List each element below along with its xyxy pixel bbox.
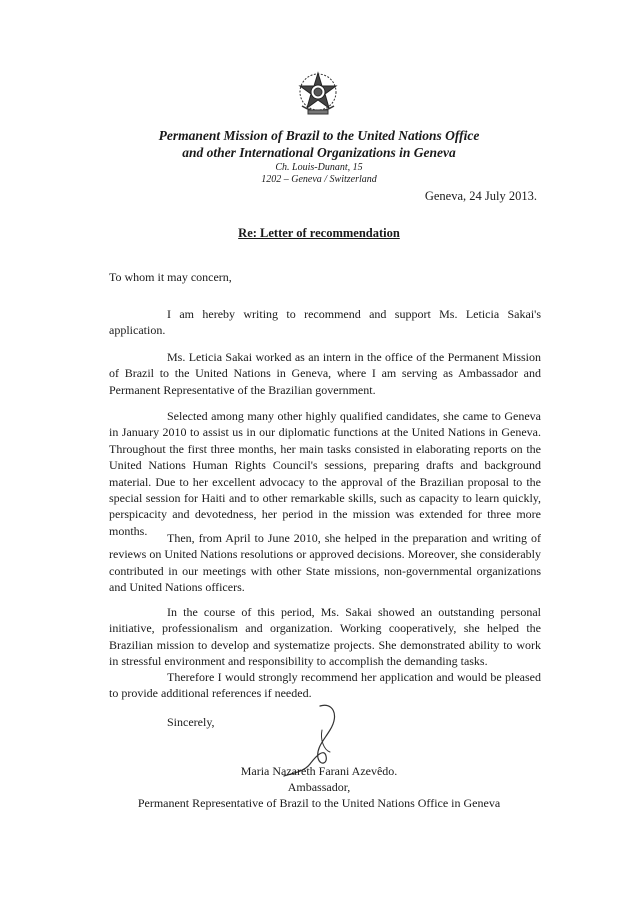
paragraph-6-text: Therefore I would strongly recommend her application and would be pleased to provide additional references if needed. xyxy=(109,670,541,701)
signatory-title: Ambassador, xyxy=(287,780,351,794)
address-line2: 1202 – Geneva / Switzerland xyxy=(261,174,377,185)
paragraph-6 xyxy=(109,669,541,702)
paragraph-4-text: Then, from April to June 2010, she helped in the preparation and writing of reviews on United Nations resolutions or approved decisions. Moreover, she considerably contributed in our meetings with other State missions, non-governmental organizations and United Nations officers. xyxy=(109,531,541,595)
paragraph-1-text: I am hereby writing to recommend and support Ms. Leticia Sakai's application. xyxy=(109,307,541,338)
letter-subject: Re: Letter of recommendation xyxy=(238,226,400,240)
paragraph-1 xyxy=(109,306,541,339)
closing: Sincerely, xyxy=(167,715,215,729)
signatory-name: Maria Nazareth Farani Azevêdo. xyxy=(240,764,398,778)
mission-name-line2: and other International Organizations in Geneva xyxy=(182,145,456,160)
paragraph-5 xyxy=(109,604,541,670)
coat-of-arms-seal xyxy=(294,70,342,118)
paragraph-3 xyxy=(109,408,541,539)
letter-date: Geneva, 24 July 2013. xyxy=(424,189,537,203)
paragraph-5-text: In the course of this period, Ms. Sakai showed an outstanding personal initiative, professionalism and organization. Working cooperatively, she helped the Brazilian mission to develop and systematize projects. She demonstrated ability to work in stressful environment and responsibility to accomplish the demanding tasks. xyxy=(109,605,541,669)
paragraph-2-text: Ms. Leticia Sakai worked as an intern in the office of the Permanent Mission of Brazil to the United Nations in Geneva, where I am serving as Ambassador and Permanent Representative of the Brazilian government. xyxy=(109,350,541,397)
salutation: To whom it may concern, xyxy=(109,270,232,284)
paragraph-3-text: Selected among many other highly qualified candidates, she came to Geneva in January 2010 to assist us in our diplomatic functions at the United Nations in Geneva. Throughout the first three months, her main tasks consisted in elaborating reports on the United Nations Human Rights Council's sessions, preparing drafts and background material. Due to her excellent advocacy to the approval of the Brazilian proposal to the special session for Haiti and to other remarkable skills, such as capacity to learn quickly, perspicacity and devotedness, her period in the mission was extended for three more months. xyxy=(109,409,541,538)
paragraph-2 xyxy=(109,349,541,398)
signatory-position: Permanent Representative of Brazil to the United Nations Office in Geneva xyxy=(137,796,501,810)
address-line1: Ch. Louis-Dunant, 15 xyxy=(275,162,363,173)
mission-name-line1: Permanent Mission of Brazil to the United Nations Office xyxy=(158,128,480,143)
paragraph-4 xyxy=(109,530,541,596)
